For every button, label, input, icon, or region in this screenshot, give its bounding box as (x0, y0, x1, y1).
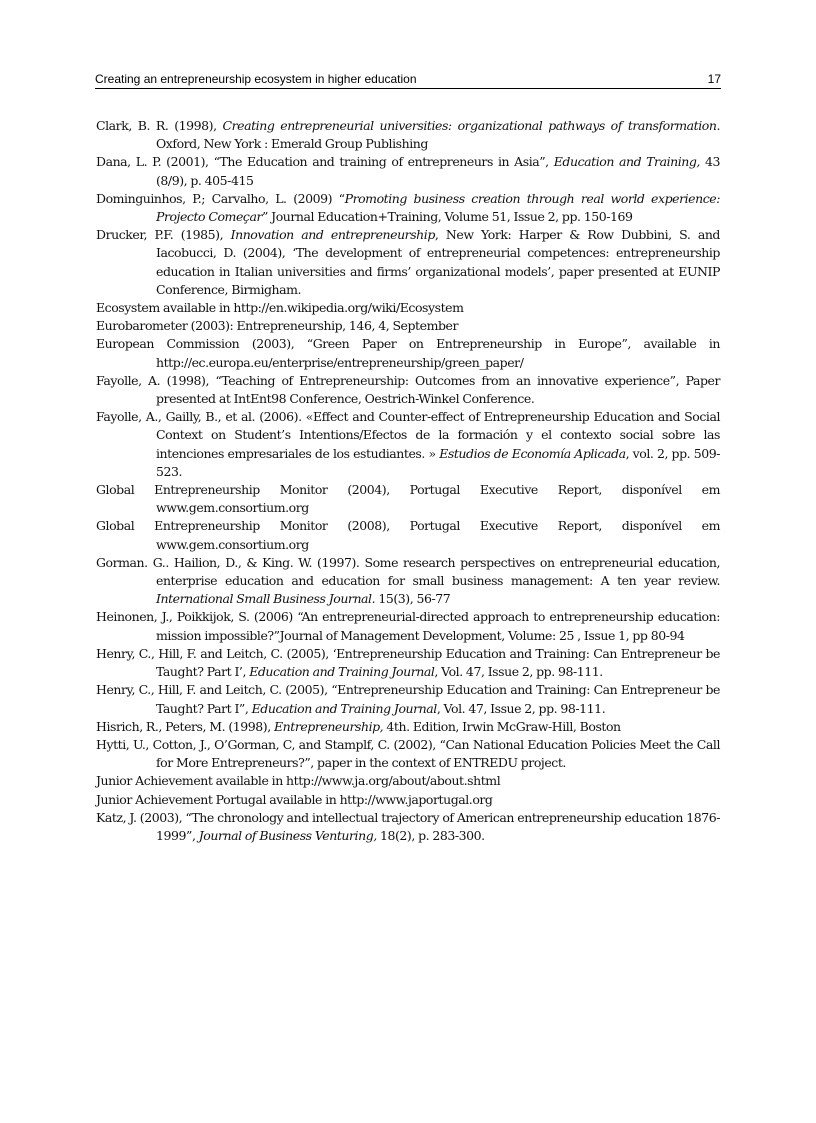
reference-entry: European Commission (2003), “Green Paper on Entrepreneurship in Europe”, available in http://ec.europa.eu/enterprise/entrepreneurship/green_paper/ (96, 336, 720, 370)
reference-entry: Heinonen, J., Poikkijok, S. (2006) “An entrepreneurial-directed approach to entrepreneurship education: mission impossible?”Journal of Management Development, Volume: 25 , Issue 1, pp 80-94 (96, 609, 720, 643)
reference-entry: Fayolle, A., Gailly, B., et al. (2006). «Effect and Counter-effect of Entrepreneurship Education and Social Context on Student’s Intentions/Efectos de la formación y el contexto social sobre las intenciones empresariales de los estudiantes. » Estudios de Economía Aplicada, vol. 2, pp. 509-523. (96, 409, 720, 479)
header-title: Creating an entrepreneurship ecosystem in higher education (95, 72, 417, 86)
reference-entry: Drucker, P.F. (1985), Innovation and entrepreneurship, New York: Harper & Row Dubbini, S. and Iacobucci, D. (2004), ‘The development of entrepreneurial competences: entrepreneurship education in Italian universities and firms’ organizational models’, paper presented at EUNIP Conference, Birmigham. (96, 227, 720, 297)
reference-entry: Gorman. G.. Hailion, D., & King. W. (1997). Some research perspectives on entrepreneurial education, enterprise education and education for small business management: A ten year review. International Small Business Journal. 15(3), 56-77 (96, 554, 720, 607)
running-header (95, 72, 721, 89)
reference-entry: Henry, C., Hill, F. and Leitch, C. (2005), “Entrepreneurship Education and Training: Can Entrepreneur be Taught? Part I”, Education and Training Journal, Vol. 47, Issue 2, pp. 98-111. (96, 682, 720, 716)
reference-entry: Hytti, U., Cotton, J., O’Gorman, C, and Stamplf, C. (2002), “Can National Education Policies Meet the Call for More Entrepreneurs?”, paper in the context of ENTREDU project. (96, 736, 720, 771)
reference-entry: Hisrich, R., Peters, M. (1998), Entrepreneurship, 4th. Edition, Irwin McGraw-Hill, Boston (96, 718, 621, 734)
reference-entry: Junior Achievement available in http://www.ja.org/about/about.shtml (96, 773, 501, 789)
reference-entry: Fayolle, A. (1998), “Teaching of Entrepreneurship: Outcomes from an innovative experience”, Paper presented at IntEnt98 Conference, Oestrich-Winkel Conference. (96, 372, 720, 407)
reference-entry: Global Entrepreneurship Monitor (2008), Portugal Executive Report, disponível em www.gem.consortium.org (96, 518, 720, 552)
reference-entry: Clark, B. R. (1998), Creating entrepreneurial universities: organizational pathways of transformation. Oxford, New York : Emerald Group Publishing (96, 118, 720, 152)
reference-list (96, 117, 720, 845)
page-number: 17 (707, 72, 721, 86)
reference-entry: Dominguinhos, P.; Carvalho, L. (2009) “Promoting business creation through real world experience: Projecto Começar” Journal Education+Training, Volume 51, Issue 2, pp. 150-169 (96, 190, 720, 225)
reference-entry: Ecosystem available in http://en.wikipedia.org/wiki/Ecosystem (96, 300, 464, 316)
reference-entry: Henry, C., Hill, F. and Leitch, C. (2005), ‘Entrepreneurship Education and Training: Can Entrepreneur be Taught? Part I’, Education and Training Journal, Vol. 47, Issue 2, pp. 98-111. (96, 645, 720, 680)
reference-entry: Eurobarometer (2003): Entrepreneurship, 146, 4, September (96, 318, 458, 334)
reference-entry: Junior Achievement Portugal available in http://www.japortugal.org (96, 791, 493, 807)
reference-entry: Katz, J. (2003), “The chronology and intellectual trajectory of American entrepreneurship education 1876-1999”, Journal of Business Venturing, 18(2), p. 283-300. (96, 809, 720, 843)
reference-entry: Global Entrepreneurship Monitor (2004), Portugal Executive Report, disponível em www.gem.consortium.org (96, 482, 720, 516)
reference-entry: Dana, L. P. (2001), “The Education and training of entrepreneurs in Asia”, Education and Training, 43 (8/9), p. 405-415 (96, 154, 720, 188)
